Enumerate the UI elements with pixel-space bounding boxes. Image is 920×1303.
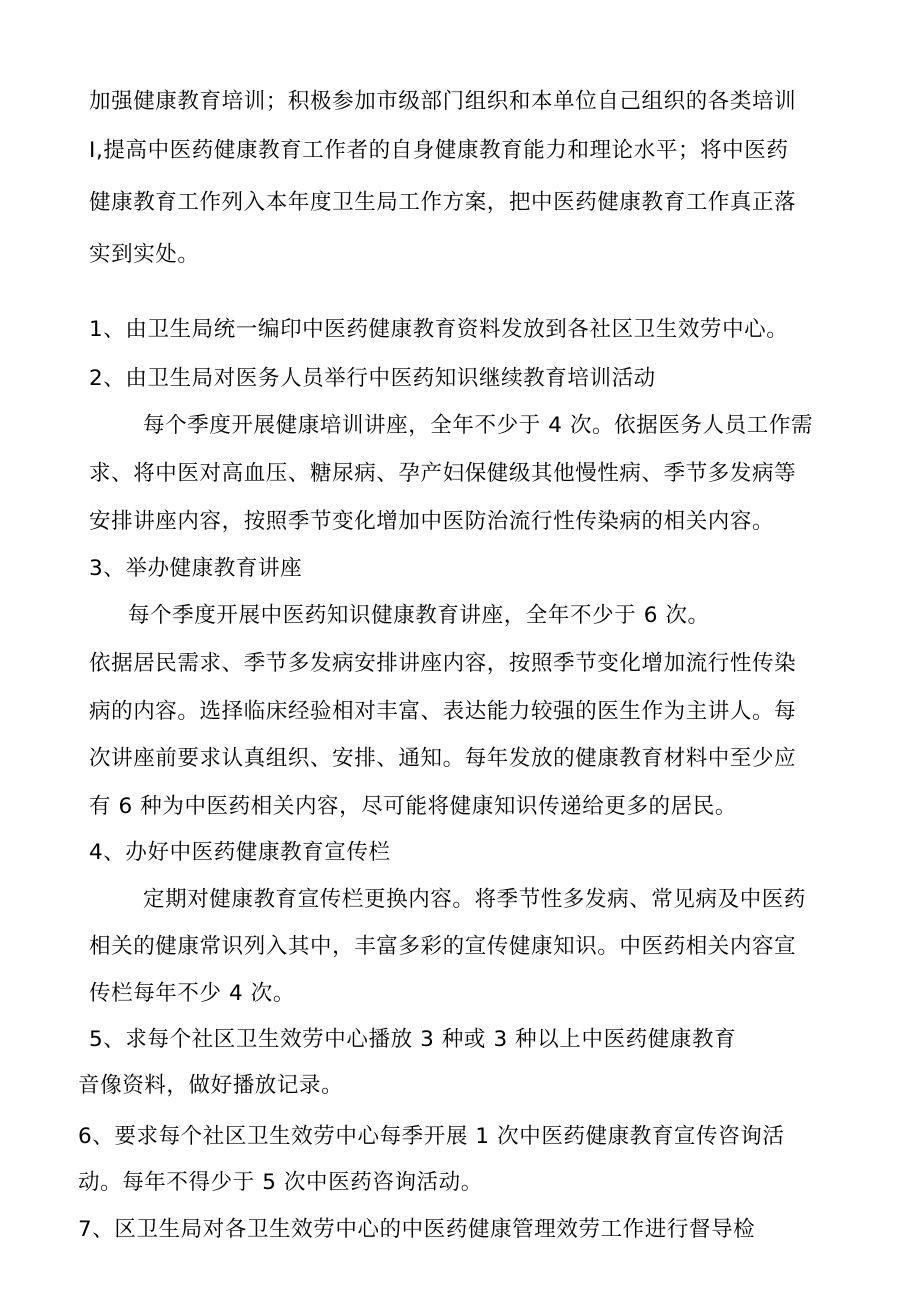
paragraph-line: 实到实处。 [89, 242, 200, 267]
paragraph-line: 每个季度开展中医药知识健康教育讲座，全年不少于 6 次。 [128, 603, 710, 628]
paragraph-line: 传栏每年不少 4 次。 [89, 981, 295, 1006]
list-item-5: 5、求每个社区卫生效劳中心播放 3 种或 3 种以上中医药健康教育 [89, 1027, 737, 1052]
paragraph-line: 相关的健康常识列入其中，丰富多彩的宣传健康知识。中医药相关内容宣 [89, 934, 797, 959]
paragraph-line: 加强健康教育培训；积极参加市级部门组织和本单位自己组织的各类培训 [89, 89, 797, 114]
paragraph-line: 求、将中医对高血压、糖尿病、孕产妇保健级其他慢性病、季节多发病等 [89, 461, 797, 486]
paragraph-line: 健康教育工作列入本年度卫生局工作方案，把中医药健康教育工作真正落 [89, 190, 797, 215]
paragraph-line: 安排讲座内容，按照季节变化增加中医防治流行性传染病的相关内容。 [89, 509, 775, 534]
paragraph-line: 病的内容。选择临床经验相对丰富、表达能力较强的医生作为主讲人。每 [89, 699, 797, 724]
paragraph-line: I,提高中医药健康教育工作者的自身健康教育能力和理论水平；将中医药 [89, 138, 789, 163]
paragraph-line: 动。每年不得少于 5 次中医药咨询活动。 [78, 1170, 483, 1195]
paragraph-line: 定期对健康教育宣传栏更换内容。将季节性多发病、常见病及中医药 [143, 887, 807, 912]
list-item-4: 4、办好中医药健康教育宣传栏 [89, 840, 391, 865]
list-item-2: 2、由卫生局对医务人员举行中医药知识继续教育培训活动 [89, 366, 656, 391]
paragraph-line: 次讲座前要求认真组织、安排、通知。每年发放的健康教育材料中至少应 [89, 746, 797, 771]
list-item-3: 3、举办健康教育讲座 [89, 556, 303, 581]
paragraph-line: 每个季度开展健康培训讲座，全年不少于 4 次。依据医务人员工作需 [143, 413, 814, 438]
list-item-7: 7、区卫生局对各卫生效劳中心的中医药健康管理效劳工作进行督导检 [78, 1217, 756, 1242]
list-item-6: 6、要求每个社区卫生效劳中心每季开展 1 次中医药健康教育宣传咨询活 [78, 1124, 785, 1149]
paragraph-line: 有 6 种为中医药相关内容，尽可能将健康知识传递给更多的居民。 [89, 794, 737, 819]
list-item-1: 1、由卫生局统一编印中医药健康教育资料发放到各社区卫生效劳中心。 [89, 317, 789, 342]
paragraph-line: 依据居民需求、季节多发病安排讲座内容，按照季节变化增加流行性传染 [89, 651, 797, 676]
paragraph-line: 音像资料，做好播放记录。 [78, 1073, 344, 1098]
